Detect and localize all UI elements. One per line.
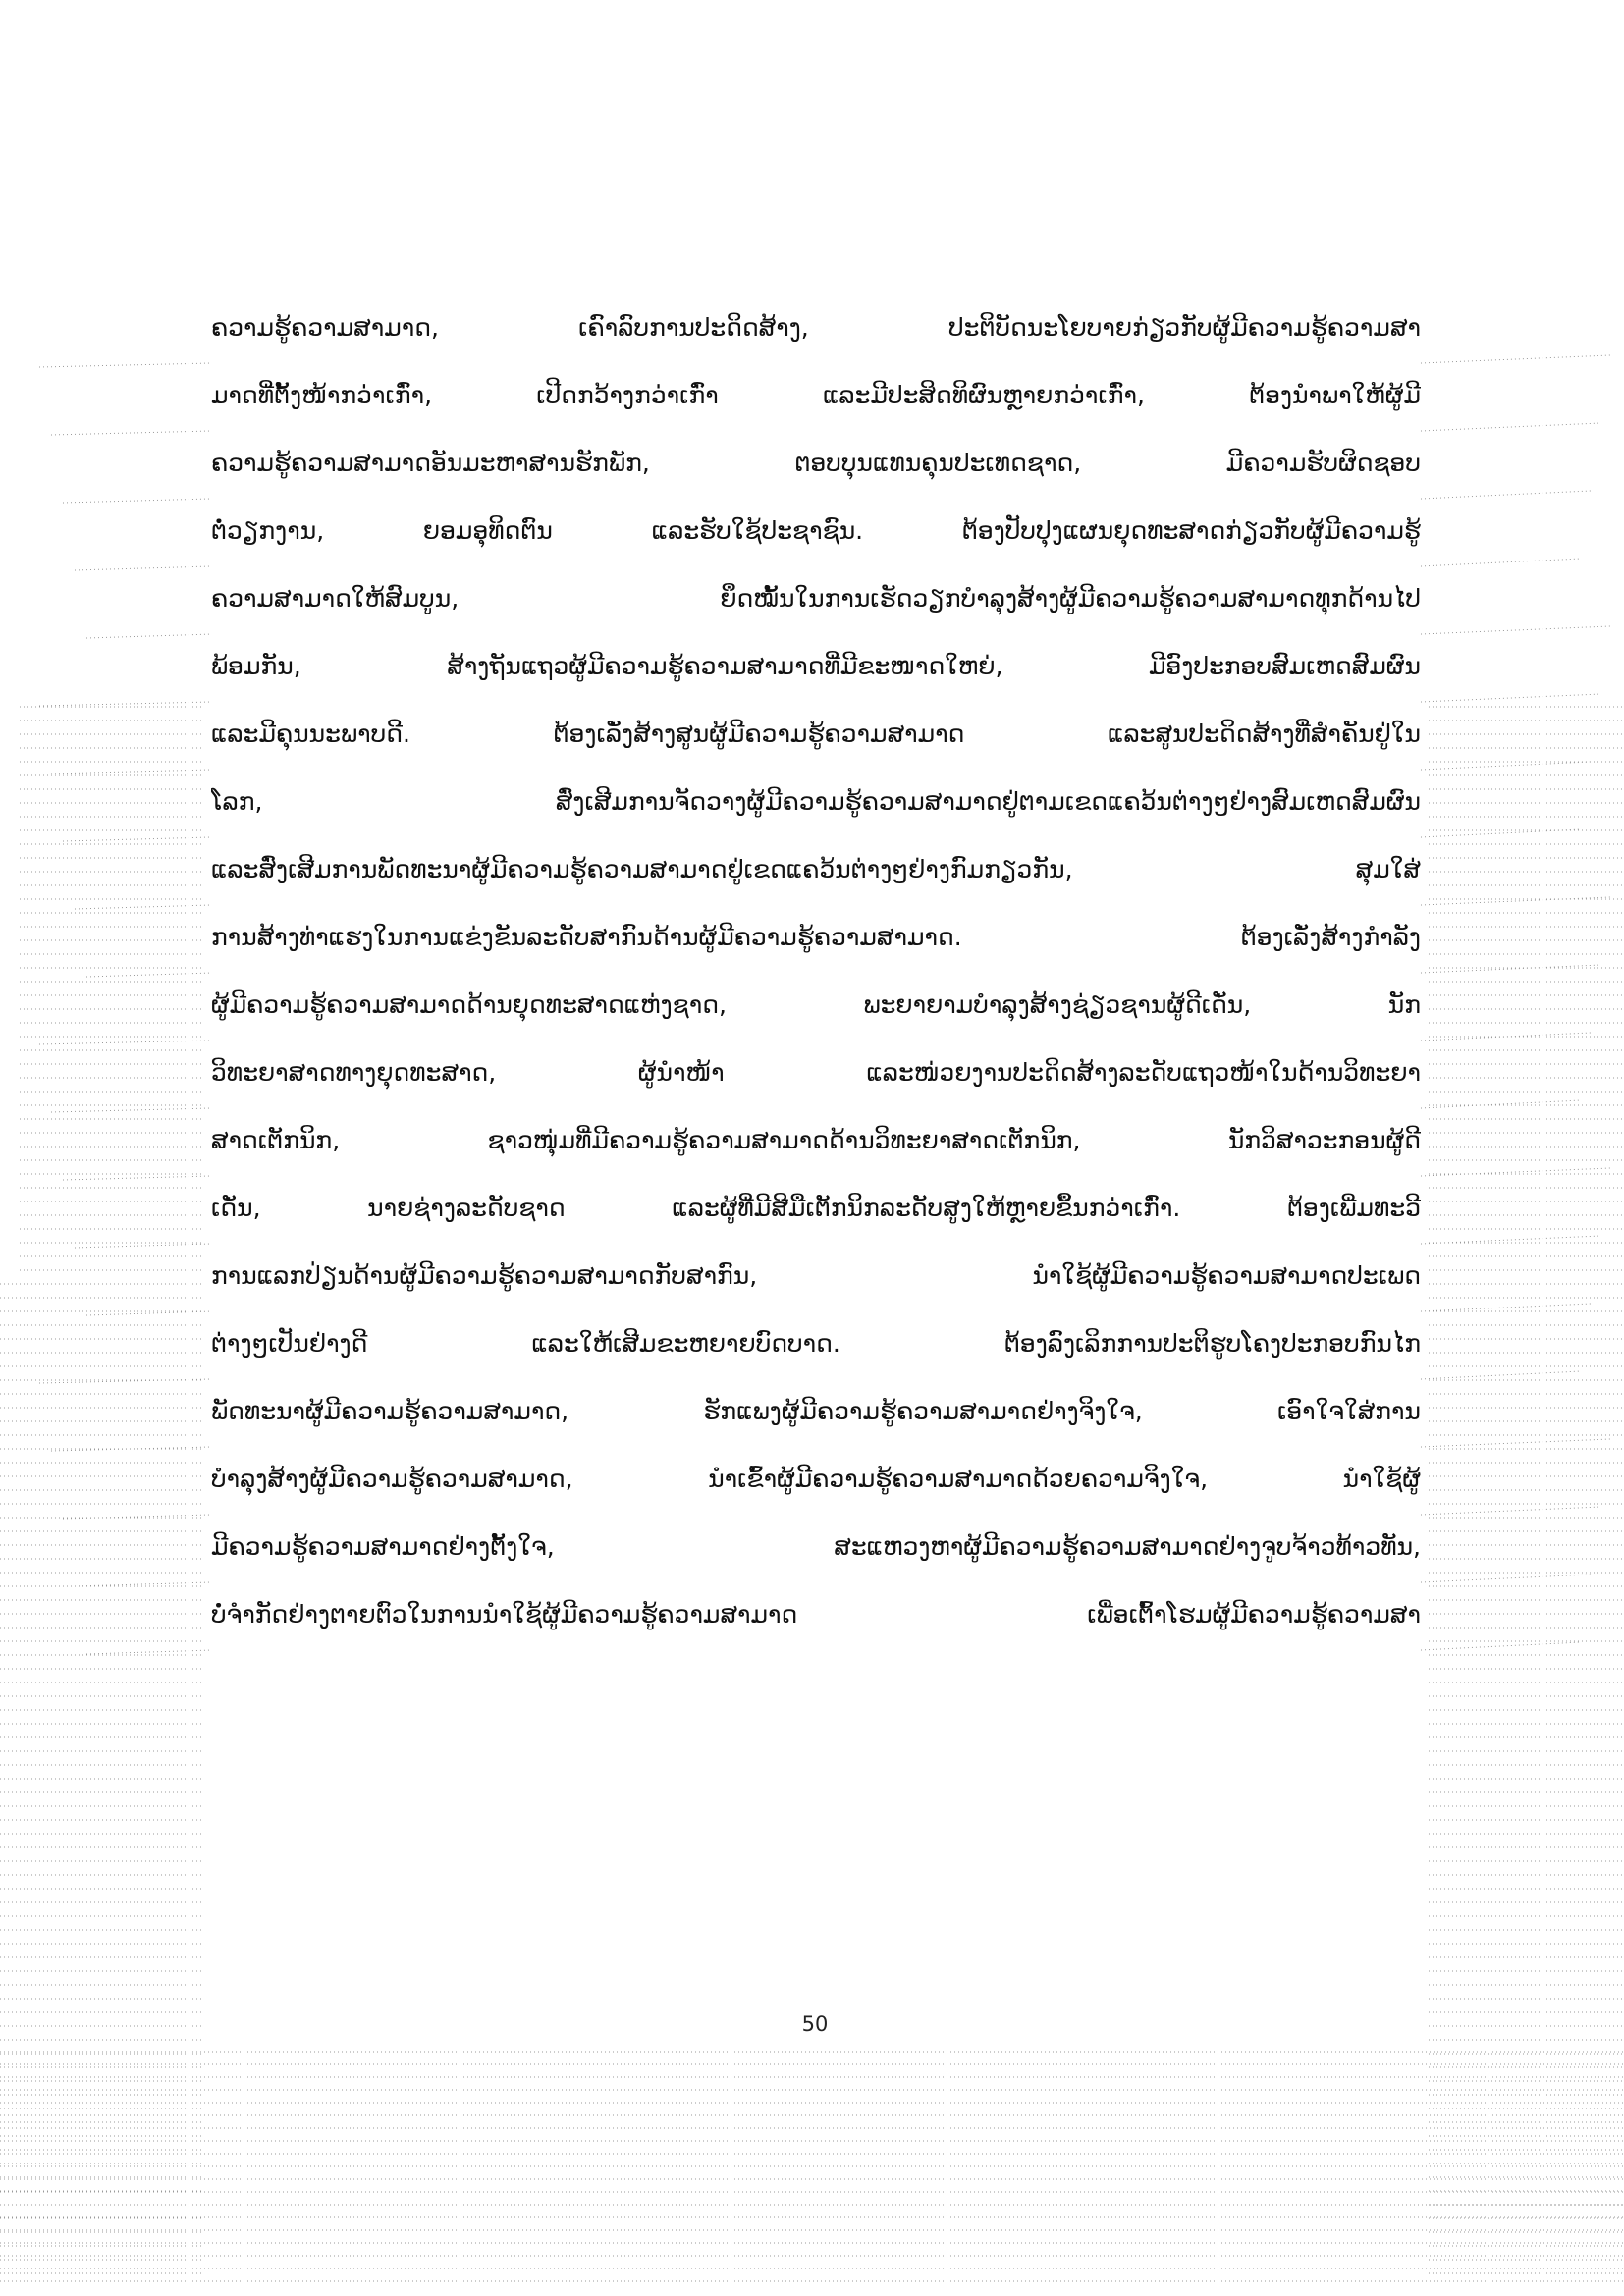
dotted-guide-line: [51, 1447, 211, 1451]
dotted-guide-line: [75, 905, 211, 909]
dotted-guide-line: [86, 1650, 211, 1654]
text-line: ບໍ່ຈໍາກັດຢ່າງຕາຍຕົວໃນການນໍາໃຊ້ຜູ້ມີຄວາມຮູ້ຄວາມສາມາດ ເພື່ອເຕົ້າໂຮມຜູ້ມີຄວາມຮູ້ຄວາມສາ: [211, 1600, 1421, 1629]
body-text: [211, 306, 1421, 1661]
text-line: ມາດທີ່ຕັ້ງໜ້າກວ່າເກົ່າ, ເປີດກວ້າງກວ່າເກົ່າ ແລະມີປະສິດທິຜົນຫຼາຍກວ່າເກົ່າ, ຕ້ອງນໍາພາໃຫ້ຜູ້ມີ: [211, 381, 1421, 409]
dotted-guide-line: [75, 566, 211, 570]
text-line: ຄວາມຮູ້ຄວາມສາມາດອັນມະຫາສານຮັກພັກ, ຕອບບຸນແທນຄຸນປະເທດຊາດ, ມີຄວາມຮັບຜິດຊອບ: [211, 449, 1421, 477]
text-line: ຜູ້ມີຄວາມຮູ້ຄວາມສາມາດດ້ານຍຸດທະສາດແຫ່ງຊາດ, ພະຍາຍາມບໍາລຸງສ້າງຊ່ຽວຊານຜູ້ດີເດັ່ນ, ນັກ: [211, 990, 1421, 1019]
dotted-guide-line: [75, 1582, 211, 1586]
dotted-guide-line: [1421, 829, 1581, 837]
dotted-guide-line: [1421, 626, 1610, 634]
text-line: ບໍາລຸງສ້າງຜູ້ມີຄວາມຮູ້ຄວາມສາມາດ, ນໍາເຂົ້າຜູ້ມີຄວາມຮູ້ຄວາມສາມາດດ້ວຍຄວາມຈິງໃຈ, ນໍາໃຊ້ຜູ້: [211, 1465, 1421, 1493]
dotted-guide-line: [75, 1244, 211, 1248]
text-line: ພ້ອມກັນ, ສ້າງຖັນແຖວຜູ້ມີຄວາມຮູ້ຄວາມສາມາດທີ່ມີຂະໜາດໃຫຍ່, ມີອົງປະກອບສົມເຫດສົມຜົນ: [211, 652, 1421, 680]
text-line: ຄວາມສາມາດໃຫ້ສົມບູນ, ຍຶດໝັ້ນໃນການເຮັດວຽກບໍາລຸງສ້າງຜູ້ມີຄວາມຮູ້ຄວາມສາມາດທຸກດ້ານໄປ: [211, 584, 1421, 613]
dotted-guide-line: [51, 1108, 211, 1112]
text-line: ແລະມີຄຸນນະພາບດີ. ຕ້ອງເລັ່ງສ້າງສູນຜູ້ມີຄວາມຮູ້ຄວາມສາມາດ ແລະສູນປະດິດສ້າງທີ່ສໍາຄັນຢູ່ໃນ: [211, 720, 1421, 748]
text-line: ການແລກປ່ຽນດ້ານຜູ້ມີຄວາມຮູ້ຄວາມສາມາດກັບສາກົນ, ນໍາໃຊ້ຜູ້ມີຄວາມຮູ້ຄວາມສາມາດປະເພດ: [211, 1261, 1421, 1290]
dotted-guide-line: [1421, 1100, 1581, 1108]
text-line: ມີຄວາມຮູ້ຄວາມສາມາດຢ່າງຕັ້ງໃຈ, ສະແຫວງຫາຜູ້ມີຄວາມຮູ້ຄວາມສາມາດຢ່າງຈູບຈ້າວທ້າວທັນ,: [211, 1532, 1421, 1561]
dotted-guide-line: [1421, 965, 1600, 973]
dotted-guide-line: [39, 702, 211, 706]
text-line: ຄວາມຮູ້ຄວາມສາມາດ, ເຄົາລົບການປະດິດສ້າງ, ປະຕິບັດນະໂຍບາຍກ່ຽວກັບຜູ້ມີຄວາມຮູ້ຄວາມສາ: [211, 313, 1421, 342]
dotted-guide-line: [1421, 491, 1591, 499]
text-line: ເດັ່ນ, ນາຍຊ່າງລະດັບຊາດ ແລະຜູ້ທີ່ມີສີມືເຕັກນິກລະດັບສູງໃຫ້ຫຼາຍຂຶ້ນກວ່າເກົ່າ. ຕ້ອງເພີ່ມທະວີ: [211, 1194, 1421, 1222]
dotted-guide-line: [1421, 762, 1591, 770]
text-line: ຕ່າງໆເປັນຢ່າງດີ ແລະໃຫ້ເສີມຂະຫຍາຍບົດບາດ. ຕ້ອງລົງເລິກການປະຕິຮູບໂຄງປະກອບກົນໄກ: [211, 1329, 1421, 1358]
dotted-guide-line: [1421, 1033, 1591, 1041]
dotted-guide-line: [51, 770, 211, 774]
dotted-guide-line: [1421, 1575, 1591, 1582]
dotted-guide-line: [39, 363, 211, 367]
dotted-guide-line: [1421, 1168, 1610, 1176]
dotted-guide-line: [1421, 1439, 1610, 1447]
dotted-guide-line: [86, 973, 211, 977]
text-line: ສາດເຕັກນິກ, ຊາວໜຸ່ມທີ່ມີຄວາມຮູ້ຄວາມສາມາດດ້ານວິທະຍາສາດເຕັກນິກ, ນັກວິສາວະກອນຜູ້ດີ: [211, 1126, 1421, 1154]
dotted-guide-line: [39, 1379, 211, 1383]
dotted-guide-line: [51, 431, 211, 435]
dotted-guide-line: [63, 1176, 211, 1180]
text-line: ການສ້າງທ່າແຮງໃນການແຂ່ງຂັນລະດັບສາກົນດ້ານຜູ້ມີຄວາມຮູ້ຄວາມສາມາດ. ຕ້ອງເລັ່ງສ້າງກໍາລັງ: [211, 923, 1421, 951]
dotted-guide-line: [1421, 1642, 1581, 1650]
text-line: ໂລກ, ສົ່ງເສີມການຈັດວາງຜູ້ມີຄວາມຮູ້ຄວາມສາມາດຢູ່ຕາມເຂດແຄວ້ນຕ່າງໆຢ່າງສົມເຫດສົມຜົນ: [211, 787, 1421, 816]
dotted-guide-line: [1421, 1236, 1600, 1244]
dotted-guide-line: [1421, 559, 1581, 566]
dotted-guide-line: [63, 837, 211, 841]
page-number: 50: [801, 2012, 829, 2036]
text-line: ວິທະຍາສາດທາງຍຸດທະສາດ, ຜູ້ນໍາໜ້າ ແລະໜ່ວຍງານປະດິດສ້າງລະດັບແຖວໜ້າໃນດ້ານວິທະຍາ: [211, 1058, 1421, 1087]
dotted-guide-line: [1421, 1507, 1600, 1515]
dotted-guide-line: [1421, 694, 1600, 702]
dotted-guide-line: [39, 1041, 211, 1044]
dotted-guide-line: [1421, 1371, 1581, 1379]
text-line: ຕໍ່ວຽກງານ, ຍອມອຸທິດຕົນ ແລະຮັບໃຊ້ປະຊາຊົນ. ຕ້ອງປັບປຸງແຜນຍຸດທະສາດກ່ຽວກັບຜູ້ມີຄວາມຮູ້: [211, 516, 1421, 545]
dotted-guide-line: [1421, 355, 1610, 363]
dotted-guide-line: [1421, 423, 1600, 431]
dotted-guide-line: [86, 634, 211, 638]
text-line: ແລະສົ່ງເສີມການພັດທະນາຜູ້ມີຄວາມຮູ້ຄວາມສາມາດຢູ່ເຂດແຄວ້ນຕ່າງໆຢ່າງກົມກຽວກັນ, ສຸມໃສ່: [211, 855, 1421, 883]
dotted-guide-line: [86, 1311, 211, 1315]
text-line: ພັດທະນາຜູ້ມີຄວາມຮູ້ຄວາມສາມາດ, ຮັກແພງຜູ້ມີຄວາມຮູ້ຄວາມສາມາດຢ່າງຈິງໃຈ, ເອົາໃຈໃສ່ການ: [211, 1397, 1421, 1425]
dotted-guide-line: [1421, 1304, 1591, 1311]
dotted-guide-line: [63, 499, 211, 503]
dotted-guide-line: [1421, 897, 1610, 905]
dotted-guide-line: [63, 1515, 211, 1519]
